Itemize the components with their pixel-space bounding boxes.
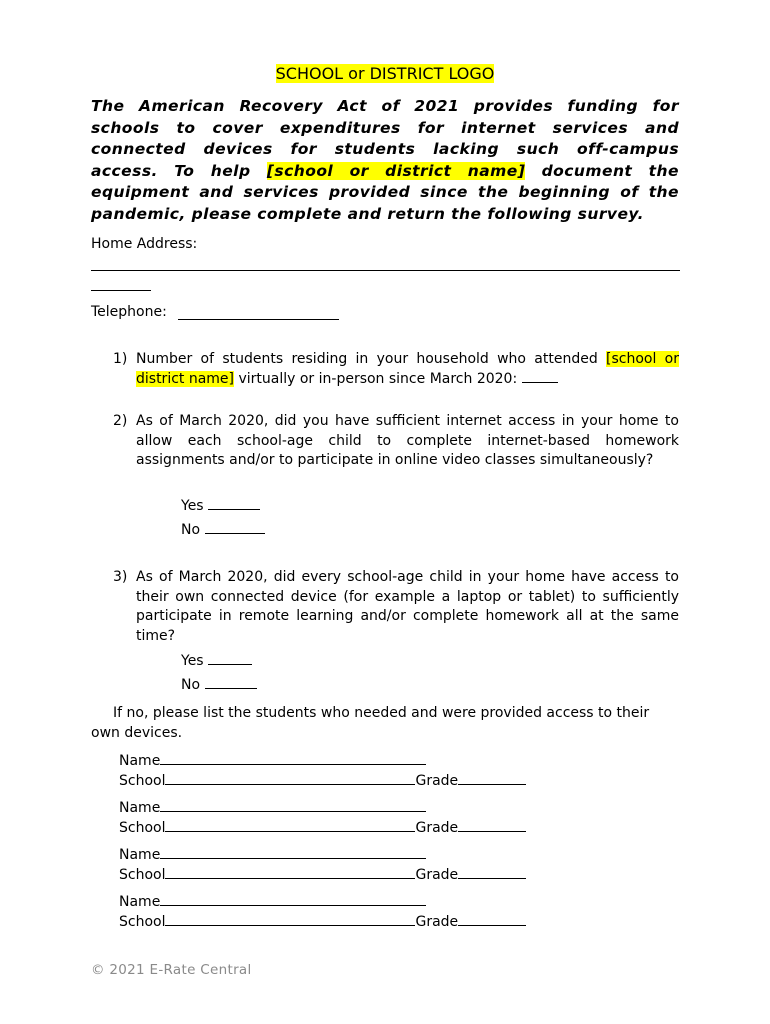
question-2-yes-label: Yes: [181, 498, 204, 514]
telephone-field[interactable]: [178, 319, 339, 320]
home-address-line-1[interactable]: [91, 270, 680, 271]
question-2-option-yes: [181, 497, 260, 517]
question-1-text-after: virtually or in-person since March 2020:: [234, 370, 518, 387]
question-3-no-label: No: [181, 677, 201, 693]
school-label: School: [119, 772, 166, 789]
question-3: [113, 568, 679, 646]
name-field[interactable]: [160, 799, 426, 812]
question-2-number: 2): [113, 413, 128, 429]
grade-field[interactable]: [458, 913, 526, 926]
home-address-line-2[interactable]: [91, 290, 151, 291]
question-3-number: 3): [113, 569, 128, 585]
school-row: [119, 772, 526, 792]
student-entry: [119, 799, 526, 838]
question-3-text: As of March 2020, did every school-age child in your home have access to their own connected device (for example a laptop or tablet) to sufficiently participate in remote learning and/or complete homework all at the same time?: [136, 569, 679, 644]
question-1-text-before: Number of students residing in your household who attended: [136, 351, 607, 367]
name-field[interactable]: [160, 846, 426, 859]
question-2-yes-blank[interactable]: [208, 497, 260, 510]
intro-text-part1: The American Recovery Act of 2021 provides funding for schools to cover expenditures for internet services and connected devices for students lacking such off-campus access. To help: [91, 97, 679, 180]
intro-text-part2: document the equipment and services provided since the beginning of the pandemic, please complete and return the following survey.: [91, 161, 679, 223]
school-row: [119, 913, 526, 933]
grade-label: Grade: [415, 819, 459, 836]
name-row: [119, 752, 526, 772]
grade-label: Grade: [415, 866, 459, 883]
question-2-text: As of March 2020, did you have sufficient internet access in your home to allow each school-age child to complete internet-based homework assignments and/or to participate in online video classes simultaneously?: [136, 413, 679, 468]
question-2-no-label: No: [181, 522, 201, 538]
school-label: School: [119, 913, 166, 930]
name-row: [119, 893, 526, 913]
question-2-option-no: [181, 521, 265, 541]
school-label: School: [119, 866, 166, 883]
telephone-label: Telephone:: [91, 304, 167, 320]
copyright-footer: © 2021 E-Rate Central: [91, 962, 252, 978]
intro-paragraph: [91, 96, 679, 225]
logo-placeholder: [0, 64, 770, 84]
name-label: Name: [119, 800, 161, 816]
question-1-answer-blank[interactable]: [522, 370, 558, 383]
grade-field[interactable]: [458, 866, 526, 879]
intro-school-name-highlight: [school or district name]: [266, 161, 526, 180]
question-2-no-blank[interactable]: [205, 521, 265, 534]
school-field[interactable]: [165, 866, 415, 879]
home-address-label: Home Address:: [91, 236, 198, 252]
name-field[interactable]: [160, 893, 426, 906]
name-row: [119, 846, 526, 866]
school-field[interactable]: [165, 819, 415, 832]
name-row: [119, 799, 526, 819]
grade-label: Grade: [415, 772, 459, 789]
school-field[interactable]: [165, 772, 415, 785]
school-row: [119, 819, 526, 839]
question-1-number: 1): [113, 351, 128, 367]
name-label: Name: [119, 753, 161, 769]
grade-label: Grade: [415, 913, 459, 930]
followup-instruction: If no, please list the students who needed and were provided access to their own devices.: [91, 705, 650, 741]
grade-field[interactable]: [458, 772, 526, 785]
question-1: [113, 350, 679, 389]
grade-field[interactable]: [458, 819, 526, 832]
question-3-option-no: [181, 676, 257, 696]
school-field[interactable]: [165, 913, 415, 926]
question-3-option-yes: [181, 652, 252, 672]
name-label: Name: [119, 847, 161, 863]
student-entry: [119, 752, 526, 791]
student-entry: [119, 846, 526, 885]
school-label: School: [119, 819, 166, 836]
logo-placeholder-text: SCHOOL or DISTRICT LOGO: [275, 64, 495, 83]
question-1-school-name-highlight: [school or district name]: [136, 351, 679, 387]
question-2: [113, 412, 679, 471]
school-row: [119, 866, 526, 886]
name-field[interactable]: [160, 752, 426, 765]
question-3-no-blank[interactable]: [205, 676, 257, 689]
student-entry: [119, 893, 526, 932]
question-3-yes-label: Yes: [181, 653, 204, 669]
question-3-yes-blank[interactable]: [208, 652, 252, 665]
name-label: Name: [119, 894, 161, 910]
